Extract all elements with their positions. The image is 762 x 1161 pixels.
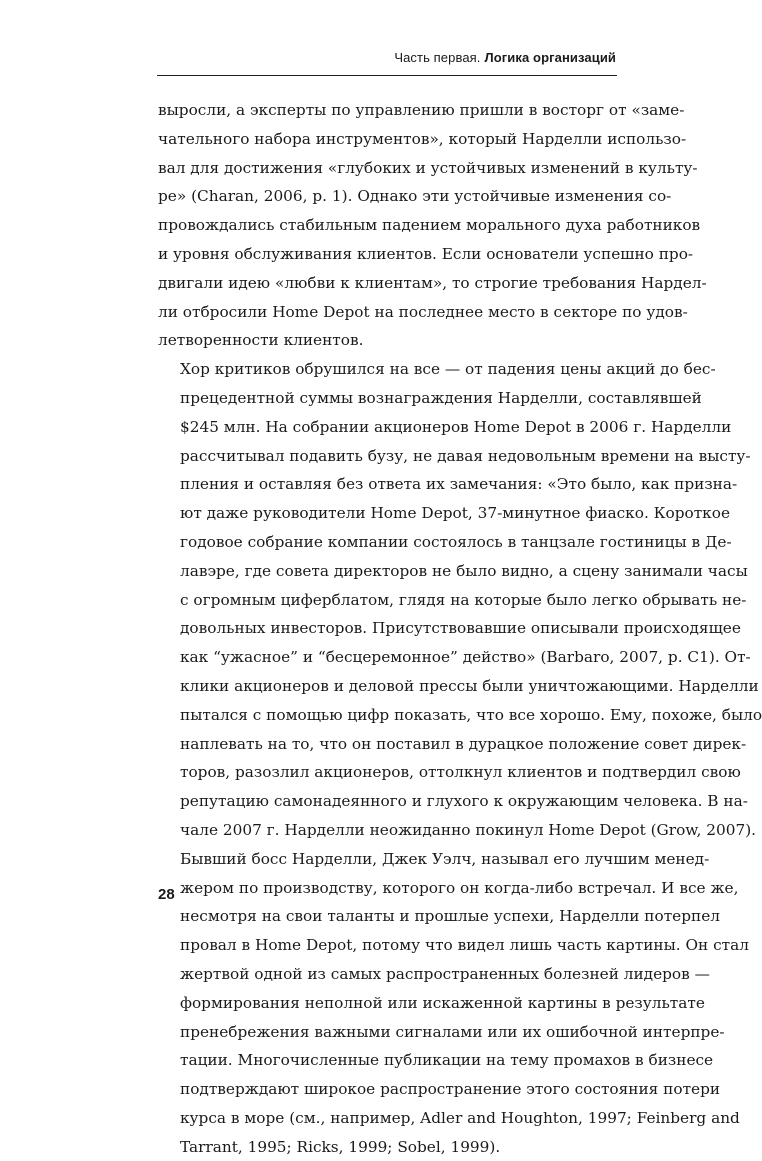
text-line: репутацию самонадеянного и глухого к окружающим человека. В на- (180, 792, 748, 811)
text-line: несмотря на свои таланты и прошлые успехи, Нарделли потерпел (180, 907, 720, 926)
text-line: Tarrant, 1995; Ricks, 1999; Sobel, 1999). (180, 1137, 501, 1156)
text-line: лавэре, где совета директоров не было видно, а сцену занимали часы (180, 561, 748, 580)
paragraph-2 (158, 355, 762, 845)
text-line: летворенности клиентов. (158, 331, 364, 350)
text-line: двигали идею «любви к клиентам», то строгие требования Нардел- (158, 273, 707, 292)
text-line: и уровня обслуживания клиентов. Если основатели успешно про- (158, 244, 694, 263)
text-line: жером по производству, которого он когда-либо встречал. И все же, (180, 878, 739, 897)
text-line: наплевать на то, что он поставил в дурацкое положение совет дирек- (180, 734, 747, 753)
running-head-part: Часть первая. (394, 50, 481, 65)
text-line: вал для достижения «глубоких и устойчивых изменений в культу- (158, 158, 698, 177)
text-line: жертвой одной из самых распространенных болезней лидеров — (180, 964, 710, 983)
text-line: Хор критиков обрушился на все — от падения цены акций до бес- (180, 360, 716, 379)
text-line: ре» (Charan, 2006, p. 1). Однако эти устойчивые изменения со- (158, 187, 672, 206)
page-number: 28 (158, 886, 175, 903)
text-line: подтверждают широкое распространение этого состояния потери (180, 1080, 721, 1099)
text-line: годовое собрание компании состоялось в танцзале гостиницы в Де- (180, 532, 732, 551)
text-line: провождались стабильным падением морального духа работников (158, 216, 701, 235)
text-line: формирования неполной или искаженной картины в результате (180, 993, 705, 1012)
text-line: тации. Многочисленные публикации на тему промахов в бизнесе (180, 1051, 714, 1070)
text-line: с огромным циферблатом, глядя на которые было легко обрывать не- (180, 590, 747, 609)
body-text (158, 96, 762, 1161)
text-line: провал в Home Depot, потому что видел лишь часть картины. Он стал (180, 936, 749, 955)
text-line: торов, разозлил акционеров, оттолкнул клиентов и подтвердил свою (180, 763, 741, 782)
text-line: пления и оставляя без ответа их замечания: «Это было, как призна- (180, 475, 738, 494)
text-line: пытался с помощью цифр показать, что все хорошо. Ему, похоже, было (180, 705, 762, 724)
text-line: Бывший босс Нарделли, Джек Уэлч, называл его лучшим менед- (180, 849, 710, 868)
text-line: выросли, а эксперты по управлению пришли в восторг от «заме- (158, 101, 685, 119)
text-line: чале 2007 г. Нарделли неожиданно покинул Home Depot (Grow, 2007). (180, 820, 757, 839)
text-line: пренебрежения важными сигналами или их ошибочной интерпре- (180, 1022, 725, 1041)
text-line: как “ужасное” и “бесцеремонное” действо» (Barbaro, 2007, p. C1). От- (180, 648, 751, 667)
text-line: курса в море (см., например, Adler and Houghton, 1997; Feinberg and (180, 1108, 740, 1127)
paragraph-3 (158, 845, 749, 1161)
header-rule (157, 75, 617, 76)
running-head (158, 50, 616, 72)
text-line: рассчитывал подавить бузу, не давая недовольным времени на высту- (180, 446, 751, 465)
paragraph-1 (158, 96, 707, 355)
text-line: ют даже руководители Home Depot, 37-минутное фиаско. Короткое (180, 504, 731, 523)
text-line: клики акционеров и деловой прессы были уничтожающими. Нарделли (180, 676, 759, 695)
running-head-chapter: Логика организаций (484, 50, 616, 65)
text-line: довольных инвесторов. Присутствовавшие описывали происходящее (180, 619, 741, 638)
text-line: чательного набора инструментов», который Нарделли использо- (158, 129, 687, 148)
text-line: ли отбросили Home Depot на последнее место в секторе по удов- (158, 302, 688, 321)
text-line: $245 млн. На собрании акционеров Home Depot в 2006 г. Нарделли (180, 417, 732, 436)
text-line: прецедентной суммы вознаграждения Нарделли, составлявшей (180, 388, 702, 407)
